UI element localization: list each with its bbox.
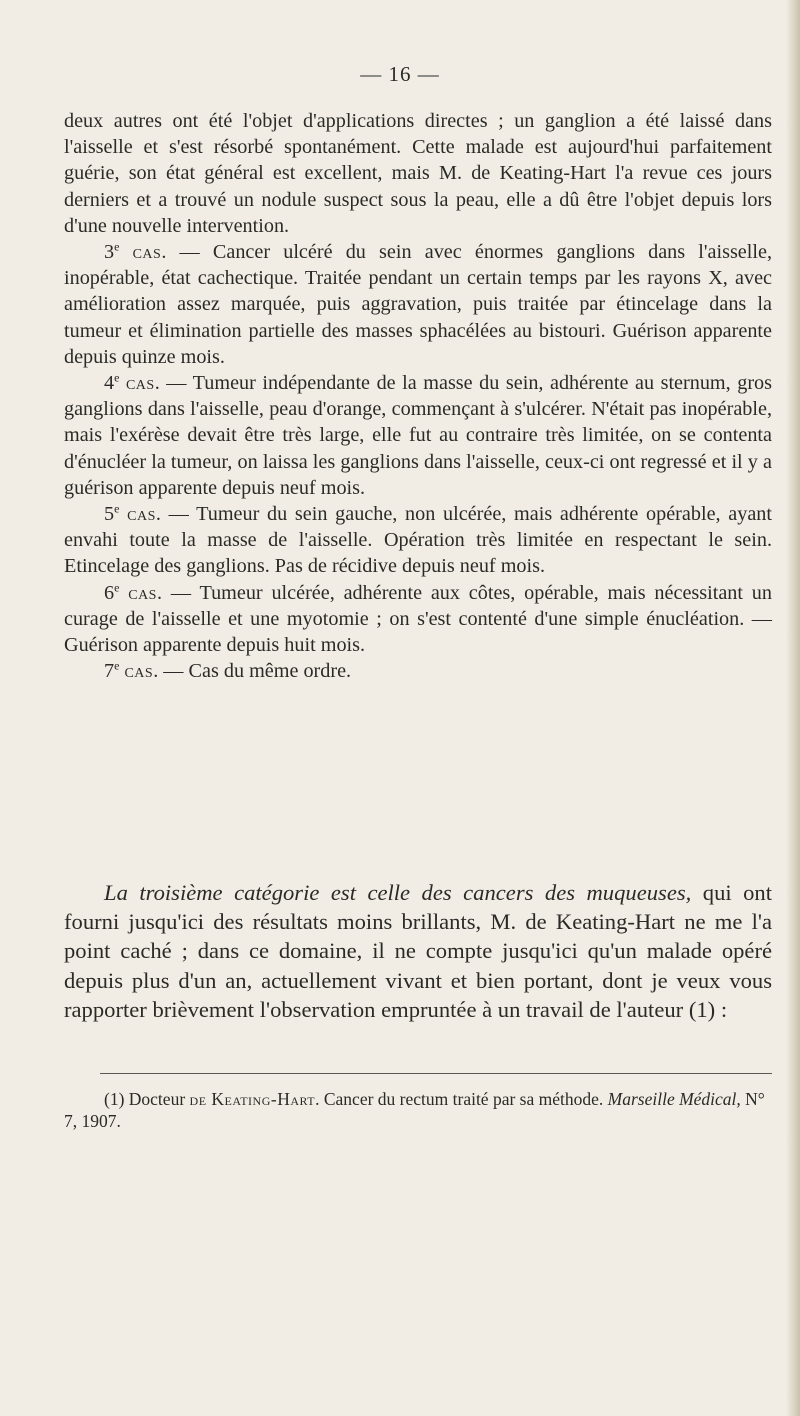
paragraph-text: qui ont fourni jusqu'ici des résultats moins brillants, M. de Keating-Hart ne me l'a point caché ; dans ce domaine, il ne compte jusqu'ici qu'un malade opéré depuis plus d'un an, actuellement vivant et bien portant, dont je veux vous rapporter brièvement l'observation empruntée à un travail de l'auteur (1) : xyxy=(64,880,772,1022)
footnote-paragraph xyxy=(64,1088,772,1132)
page-number: — 16 — xyxy=(360,62,440,86)
case-number: 7 xyxy=(104,660,115,683)
case-label: cas xyxy=(125,372,155,395)
ordinal-suffix: e xyxy=(114,370,120,385)
case-text: . — Tumeur indépendante de la masse du sein, adhérente au sternum, gros ganglions dans l'aisselle, peau d'orange, commençant à s'ulcérer. N'était pas inopérable, mais l'exérèse devait être très large, elle fut au contraire très limitée, on se contenta d'énucléer la tumeur, on laissa les ganglions dans l'aisselle, ceux-ci ont regressé et il y a guérison apparente depuis neuf mois. xyxy=(64,372,772,499)
ordinal-suffix: e xyxy=(114,239,120,254)
case-7-paragraph xyxy=(64,658,772,684)
case-number: 4 xyxy=(104,372,115,395)
case-text: . — Tumeur ulcérée, adhérente aux côtes, opérable, mais nécessitant un curage de l'aisselle et une myotomie ; on s'est contenté d'une simple énucléation. — Guérison apparente depuis huit mois. xyxy=(64,581,772,657)
case-6-paragraph xyxy=(64,580,772,659)
ordinal-suffix: e xyxy=(114,658,120,673)
footnote xyxy=(64,1088,772,1132)
case-label: cas xyxy=(127,503,156,526)
case-5-paragraph xyxy=(64,501,772,580)
case-number: 6 xyxy=(104,581,115,604)
case-text: . — Cas du même ordre. xyxy=(153,660,352,683)
ordinal-suffix: e xyxy=(114,501,120,516)
ordinal-suffix: e xyxy=(114,579,120,594)
case-label: cas xyxy=(128,581,157,604)
footnote-journal: Marseille Médical, xyxy=(607,1089,741,1109)
paragraph-continuation: deux autres ont été l'objet d'applications directes ; un ganglion a été laissé dans l'aisselle et s'est résorbé spontanément. Cette malade est aujourd'hui parfaitement guérie, son état général est excellent, mais M. de Keating-Hart l'a revue ces jours derniers et a trouvé un nodule suspect sous la peau, elle a dû être l'objet depuis lors d'une nouvelle intervention. xyxy=(64,110,772,237)
footnote-divider xyxy=(100,1073,772,1074)
case-label: cas xyxy=(132,241,162,264)
case-text: . — Tumeur du sein gauche, non ulcérée, mais adhérente opérable, ayant envahi toute la masse de l'aisselle. Opération très limitée en respectant le sein. Etincelage des ganglions. Pas de récidive depuis neuf mois. xyxy=(64,503,772,578)
third-category-section xyxy=(64,878,772,1024)
footnote-author: de Keating-Hart xyxy=(189,1089,316,1109)
case-label: cas xyxy=(124,660,154,683)
case-3-paragraph xyxy=(64,239,772,370)
footnote-issue: N° 7, 1907. xyxy=(64,1089,765,1131)
case-text: . — Cancer ulcéré du sein avec énormes ganglions dans l'aisselle, inopérable, état cachectique. Traitée pendant un certain temps par les rayons X, avec amélioration assez marquée, puis aggravation, puis traitée par étincelage dans la tumeur et élimination partielle des masses sphacélées au bistouri. Guérison apparente depuis quinze mois. xyxy=(64,241,772,368)
case-number: 5 xyxy=(104,503,115,526)
footnote-text: . Cancer du rectum traité par sa méthode. xyxy=(315,1089,604,1109)
case-4-paragraph xyxy=(64,370,772,501)
main-text xyxy=(64,108,772,684)
italic-lead: La troisième catégorie est celle des cancers des muqueuses, xyxy=(104,880,692,905)
footnote-lead: (1) Docteur xyxy=(104,1089,186,1109)
third-category-paragraph xyxy=(64,878,772,1024)
page-edge-shadow xyxy=(786,0,800,1416)
case-number: 3 xyxy=(104,241,115,264)
